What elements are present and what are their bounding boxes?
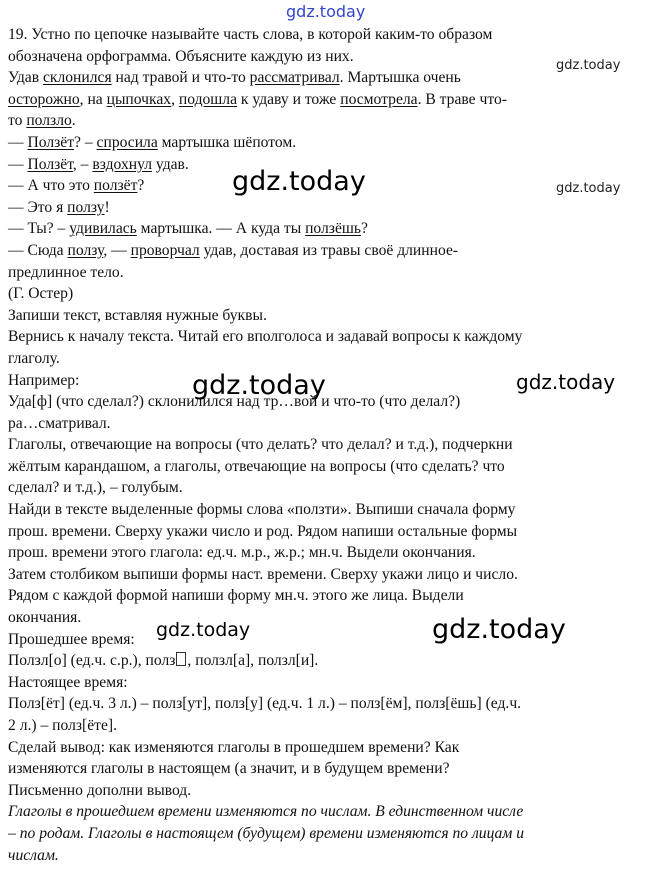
text-segment: Письменно дополни вывод.	[8, 781, 192, 799]
text-segment: !	[104, 198, 110, 216]
text-segment: сделал? и т.д.), – голубым.	[8, 479, 183, 497]
watermark: gdz.today	[192, 370, 326, 401]
text-segment: обозначена орфограмма. Объясните каждую из них.	[8, 47, 354, 65]
text-segment: Например:	[8, 371, 80, 389]
story-line	[8, 110, 648, 132]
text-segment: жёлтым карандашом, а глаголы, отвечающие на вопросы (что сделать? что	[8, 457, 505, 475]
document-text	[8, 24, 648, 866]
text-segment: Затем столбиком выпиши формы наст. времени. Сверху укажи лицо и число.	[8, 565, 518, 583]
text-segment: прош. времени этого глагола: ед.ч. м.р., ж.р.; мн.ч. Выдели окончания.	[8, 544, 476, 562]
story-line	[8, 197, 648, 219]
text-segment: Найди в тексте выделенные формы слова «ползти». Выпиши сначала форму	[8, 501, 516, 519]
answer-line	[8, 650, 648, 672]
instruction-line	[8, 521, 648, 543]
highlighted-word: цыпочках	[106, 90, 172, 108]
author-line	[8, 283, 648, 305]
highlighted-word: ползу	[67, 241, 104, 259]
text-segment: Запиши текст, вставляя нужные буквы.	[8, 306, 267, 324]
text-segment: – по родам. Глаголы в настоящем (будущем) времени изменяются по лицам и	[8, 824, 524, 842]
text-segment: ? –	[74, 133, 97, 151]
text-segment: Рядом с каждой формой напиши форму мн.ч. этого же лица. Выдели	[8, 587, 464, 605]
watermark: gdz.today	[556, 181, 621, 196]
highlighted-word: спросила	[96, 133, 158, 151]
text-segment: числам.	[8, 846, 59, 864]
empty-ending-box-icon	[176, 652, 186, 666]
conclusion-line	[8, 845, 648, 867]
instruction-line	[8, 370, 648, 392]
highlighted-word: проворчал	[130, 241, 200, 259]
instruction-line	[8, 585, 648, 607]
story-line	[8, 67, 648, 89]
text-segment: глаголу.	[8, 349, 60, 367]
task-line	[8, 24, 648, 46]
instruction-line	[8, 780, 648, 802]
text-segment: Полз[ёт] (ед.ч. 3 л.) – полз[ут], полз[у] (ед.ч. 1 л.) – полз[ём], полз[ёшь] (ед.ч.	[8, 695, 522, 713]
story-line	[8, 132, 648, 154]
text-segment: Сделай вывод: как изменяются глаголы в прошедшем времени? Как	[8, 738, 460, 756]
highlighted-word: посмотрела	[340, 90, 418, 108]
text-segment: прош. времени. Сверху укажи число и род. Рядом напиши остальные формы	[8, 522, 518, 540]
answer-line	[8, 715, 648, 737]
text-segment: — Сюда	[8, 241, 68, 259]
story-line	[8, 262, 648, 284]
highlighted-word: Ползёт	[27, 155, 73, 173]
text-segment: , —	[103, 241, 131, 259]
instruction-line	[8, 737, 648, 759]
conclusion-line	[8, 801, 648, 823]
text-segment: то	[8, 112, 27, 130]
text-segment: — Это я	[8, 198, 68, 216]
text-segment: Удав	[8, 69, 43, 87]
example-line	[8, 391, 648, 413]
highlighted-word: подошла	[178, 90, 238, 108]
highlighted-word: Ползёт	[27, 133, 75, 151]
story-line	[8, 240, 648, 262]
highlighted-word: ползёшь	[305, 220, 361, 238]
text-segment: Глаголы, отвечающие на вопросы (что делать? что делал? и т.д.), подчеркни	[8, 436, 513, 454]
text-segment: 2 л.) – полз[ёте].	[8, 717, 117, 734]
highlighted-word: вздохнул	[92, 155, 152, 173]
text-segment: Вернись к началу текста. Читай его вполголоса и задавай вопросы к каждому	[8, 328, 523, 346]
text-segment: к удаву и тоже	[237, 90, 341, 108]
task-line	[8, 46, 648, 68]
example-line	[8, 413, 648, 435]
highlighted-word: ползу	[67, 198, 105, 216]
text-segment: . В траве что-	[417, 90, 507, 108]
instruction-line	[8, 607, 648, 629]
watermark-top: gdz.today	[286, 2, 366, 21]
text-segment: Уда[ф] (что сделал?) склонилился над тр…вой и что-то (что делал?)	[8, 393, 461, 411]
text-segment: , –	[72, 155, 93, 173]
highlighted-word: склонился	[42, 69, 112, 87]
story-line	[8, 218, 648, 240]
answer-line	[8, 693, 648, 715]
instruction-line	[8, 348, 648, 370]
text-segment: 19. Устно по цепочке называйте часть слова, в которой каким-то образом	[8, 26, 493, 43]
text-segment: окончания.	[8, 609, 82, 627]
story-line	[8, 154, 648, 176]
story-line	[8, 89, 648, 111]
text-segment: , на	[79, 90, 107, 108]
highlighted-word: ползло	[26, 112, 72, 130]
text-segment: удав, доставая из травы своё длинное-	[199, 241, 459, 259]
instruction-line	[8, 499, 648, 521]
text-segment: Настоящее время:	[8, 673, 128, 691]
watermark: gdz.today	[156, 619, 251, 641]
text-segment: ?	[361, 220, 368, 238]
text-segment: ?	[137, 177, 145, 195]
answer-heading	[8, 672, 648, 694]
instruction-line	[8, 477, 648, 499]
instruction-line	[8, 326, 648, 348]
text-segment: ,	[171, 90, 179, 108]
watermark: gdz.today	[556, 58, 621, 73]
text-segment: Глаголы в прошедшем времени изменяются по числам. В единственном числе	[8, 803, 524, 821]
text-segment: над травой и что-то	[111, 69, 250, 87]
answer-heading	[8, 629, 648, 651]
instruction-line	[8, 305, 648, 327]
highlighted-word: удивилась	[69, 220, 137, 238]
text-segment: ра…сматривал.	[8, 414, 111, 432]
instruction-line	[8, 434, 648, 456]
instruction-line	[8, 456, 648, 478]
text-segment: , ползл[а], ползл[и].	[187, 652, 319, 670]
watermark: gdz.today	[516, 370, 616, 394]
highlighted-word: осторожно	[8, 90, 80, 108]
text-segment: мартышка шёпотом.	[157, 133, 297, 151]
watermark: gdz.today	[432, 614, 566, 645]
watermark: gdz.today	[232, 166, 366, 197]
highlighted-word: ползёт	[93, 177, 138, 195]
instruction-line	[8, 542, 648, 564]
conclusion-line	[8, 823, 648, 845]
text-segment: .	[71, 112, 76, 130]
story-line	[8, 175, 648, 197]
text-segment: . Мартышка очень	[339, 69, 461, 87]
instruction-line	[8, 564, 648, 586]
text-segment: Ползл[о] (ед.ч. с.р.), полз	[8, 652, 176, 670]
text-segment: удав.	[151, 155, 189, 173]
text-segment: предлинное тело.	[8, 263, 124, 281]
text-segment: изменяются глаголы в настоящем (а значит, и в будущем времени?	[8, 760, 450, 778]
text-segment: — Ты? –	[8, 220, 70, 238]
text-segment: —	[8, 155, 28, 173]
instruction-line	[8, 758, 648, 780]
text-segment: —	[8, 133, 28, 151]
highlighted-word: рассматривал	[249, 69, 340, 87]
text-segment: — А что это	[8, 177, 94, 195]
text-segment: Прошедшее время:	[8, 630, 135, 648]
text-segment: мартышка. — А куда ты	[136, 220, 306, 238]
text-segment: (Г. Остер)	[8, 285, 74, 303]
